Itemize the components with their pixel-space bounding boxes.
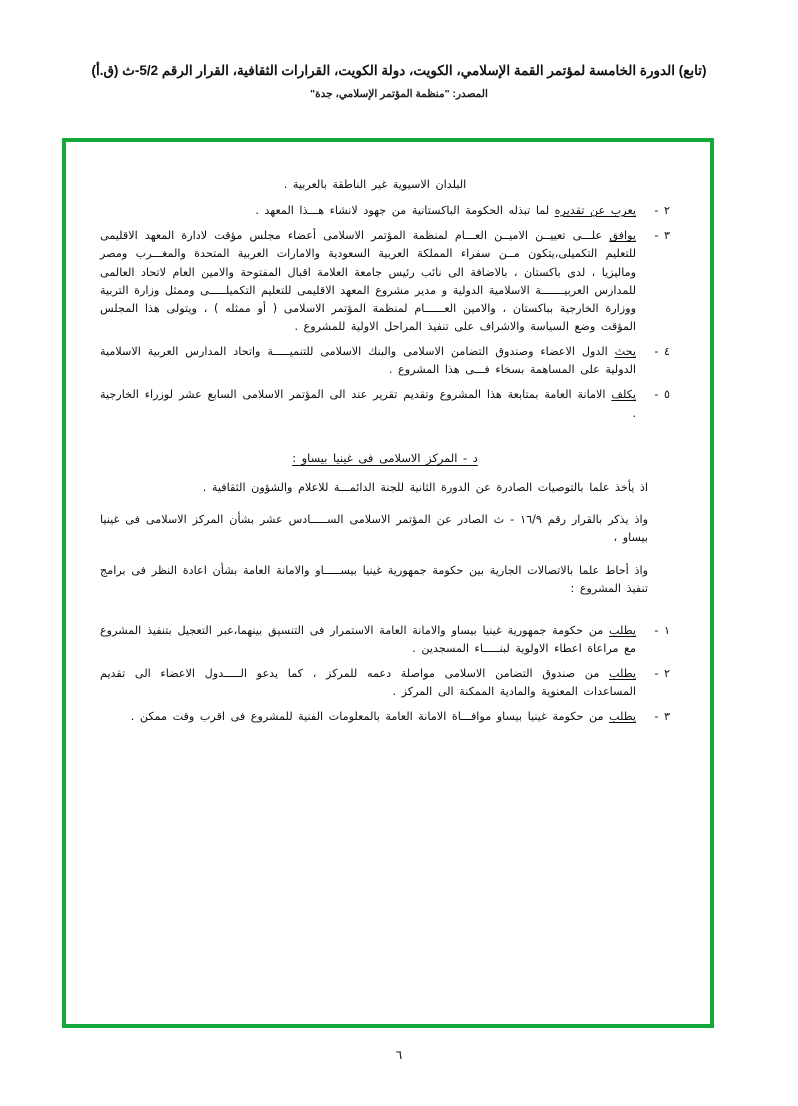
section-heading bbox=[100, 449, 670, 467]
resolution-body bbox=[100, 665, 636, 701]
clause-text: الامانة العامة بمتابعة هذا المشروع وتقديم تقرير عند الى المؤتمر الاسلامى السابع عشر لوزراء الخارجية . bbox=[100, 388, 636, 420]
clause-body bbox=[100, 343, 636, 379]
clause-item bbox=[100, 343, 670, 379]
page-number: ٦ bbox=[395, 1048, 403, 1062]
resolution-text: من صندوق التضامن الاسلامى مواصلة دعمه للمركز ، كما يدعو الـــــدول الاعضاء الى تقديم المساعدات المعنوية والمادية الممكنة الى المركز . bbox=[100, 667, 636, 699]
clause-text: لما تبذله الحكومة الباكستانية من جهود لانشاء هـــذا المعهد . bbox=[255, 204, 555, 218]
preamble-paragraph: اذ يأخذ علما بالتوصيات الصادرة عن الدورة الثانية للجنة الدائمـــة للاعلام والشؤون الثقافية . bbox=[202, 481, 648, 495]
preamble-paragraph: واذ يذكر بالقرار رقم ١٦/٩ - ث الصادر عن المؤتمر الاسلامى الســـــادس عشر بشأن المركز الاسلامى فى غينيا بيساو ، bbox=[100, 513, 648, 545]
clause-keyword: يحث bbox=[614, 345, 636, 359]
resolution-keyword: يطلب bbox=[609, 623, 636, 637]
clause-number: ٤ - bbox=[654, 345, 670, 359]
clause-body bbox=[100, 202, 636, 220]
clause-number: ٢ - bbox=[654, 204, 670, 218]
clause-item bbox=[100, 202, 670, 220]
resolution-number: ١ - bbox=[654, 623, 670, 637]
resolution-item bbox=[100, 708, 670, 726]
page-title: (تابع) الدورة الخامسة لمؤتمر القمة الإسلامي، الكويت، دولة الكويت، القرارات الثقافية، القرار الرقم 5/2-ث (ق.أ) bbox=[91, 63, 707, 78]
clause-body bbox=[100, 227, 636, 336]
document-header bbox=[0, 62, 798, 100]
clause-number: ٥ - bbox=[654, 388, 670, 402]
source-line: المصدر: "منظمة المؤتمر الإسلامي، جدة" bbox=[310, 87, 488, 100]
clause-item bbox=[100, 227, 670, 336]
resolution-text: من حكومة غينيا بيساو موافـــاة الامانة العامة بالمعلومات الفنية للمشروع فى اقرب وقت ممكن . bbox=[130, 710, 610, 724]
clause-item bbox=[100, 386, 670, 422]
preamble-paragraph: واذ أحاط علما بالاتصالات الجارية بين حكومة جمهورية غينيا بيســـــاو والامانة العامة بشأن اعادة النظر فى برامج تنفيذ المشروع : bbox=[100, 563, 648, 595]
frame-content bbox=[66, 142, 710, 1024]
clause-number: ٣ - bbox=[654, 229, 670, 243]
resolution-text: من حكومة جمهورية غينيا بيساو والامانة العامة الاستمرار فى التنسيق بينهما،عبر التعجيل بتنفيذ المشروع مع مراعاة اعطاء الاولوية لبنـــــاء المسجدين . bbox=[100, 623, 636, 655]
lead-line: البلدان الاسيوية غير الناطقة بالعربية . bbox=[283, 178, 467, 191]
resolution-body bbox=[100, 708, 636, 726]
clause-keyword: يكلف bbox=[611, 388, 636, 402]
resolution-item bbox=[100, 665, 670, 701]
section-heading-text: د - المركز الاسلامى فى غينيا بيساو : bbox=[292, 450, 478, 465]
resolution-body bbox=[100, 622, 636, 658]
clause-text: الدول الاعضاء وصندوق التضامن الاسلامى والبنك الاسلامى للتنميـــــة واتحاد المدارس العربية الاسلامية الدولية على المساهمة بسخاء فـــى هذا المشروع . bbox=[100, 345, 636, 377]
clause-body bbox=[100, 386, 636, 422]
clause-text: علـــى تعييــن الاميــن العـــام لمنظمة المؤتمر الاسلامى أعضاء مجلس مؤقت لادارة المعهد الاقليمى للتعليم التكميلى،يتكون مــن سفراء المملكة العربية السعودية والامارات العربية المتحدة والمغـــرب ومصر وماليزيا ، لدى باكستان ، بالاضافة الى نائب رئيس جامعة العلامة اقبال المفتوحة والامين العام لاتحاد العالمى للمدارس العربيـــــــة الاسلامية الدولية و مدير مشروع المعهد الاقليمى للتعليم التكميلـــــى وممثل وزارة التربية ووزارة الخارجية بباكستان ، والامين العــــــام لمنظمة المؤتمر الاسلامى ( أو ممثله ) ، ويتولى هذا المجلس المؤقت وضع السياسة والاشراف على تنفيذ المراحل الاولية للمشروع . bbox=[100, 229, 636, 333]
resolution-number: ٢ - bbox=[654, 667, 670, 681]
spacer bbox=[100, 612, 670, 622]
clause-keyword: يعرب عن تقديره bbox=[554, 204, 636, 218]
clause-keyword: يوافق bbox=[609, 229, 636, 243]
resolution-keyword: يطلب bbox=[609, 667, 636, 681]
resolution-keyword: يطلب bbox=[609, 710, 636, 724]
green-content-frame bbox=[62, 138, 714, 1028]
resolution-item bbox=[100, 622, 670, 658]
resolution-number: ٣ - bbox=[654, 710, 670, 724]
